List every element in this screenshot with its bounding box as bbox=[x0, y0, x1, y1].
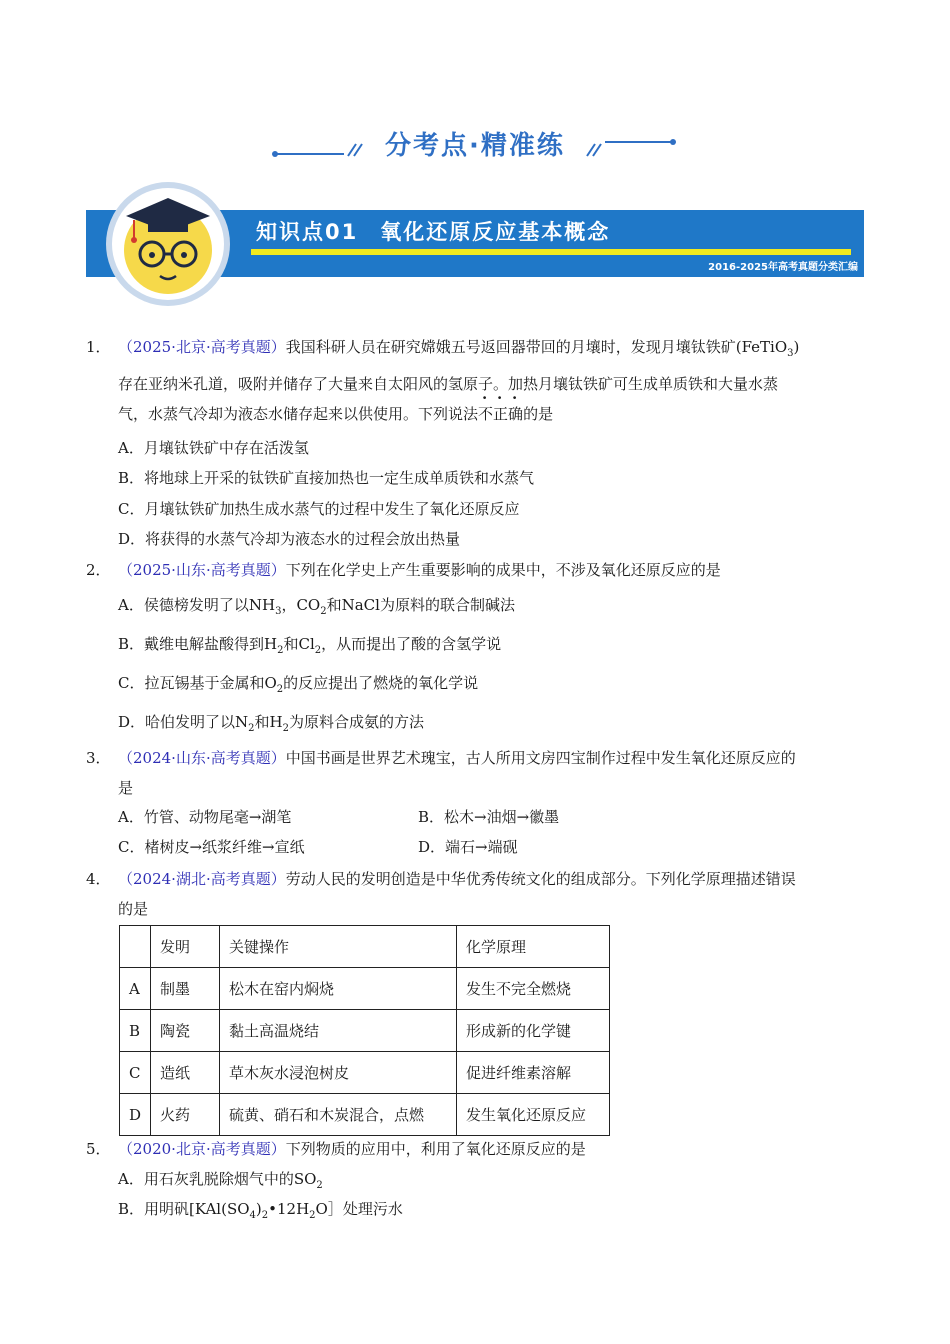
table-row[interactable] bbox=[120, 1094, 610, 1136]
table-row[interactable] bbox=[120, 1052, 610, 1094]
option-d[interactable]: D．端石→端砚 bbox=[418, 838, 518, 856]
option-b[interactable]: B．松木→油烟→徽墨 bbox=[418, 808, 560, 826]
banner-label: 知识点01 bbox=[256, 220, 359, 244]
question-1 bbox=[86, 332, 866, 429]
question-source: （2025·山东·高考真题） bbox=[118, 561, 286, 579]
banner-topic: 氧化还原反应基本概念 bbox=[380, 220, 611, 244]
answer-table bbox=[119, 925, 610, 1136]
emphasis-char: 正 bbox=[493, 405, 509, 423]
section-header bbox=[0, 128, 950, 168]
table-cell: 陶瓷 bbox=[151, 1010, 220, 1052]
emphasis-char: 确 bbox=[508, 405, 524, 423]
table-header-cell: 关键操作 bbox=[220, 926, 457, 968]
table-cell: 硫黄、硝石和木炭混合，点燃 bbox=[220, 1094, 457, 1136]
option-a[interactable]: A．月壤钛铁矿中存在活泼氢 bbox=[118, 439, 309, 457]
option-c[interactable]: C．月壤钛铁矿加热生成水蒸气的过程中发生了氧化还原反应 bbox=[118, 500, 520, 518]
table-cell: 火药 bbox=[151, 1094, 220, 1136]
option-c[interactable]: C．拉瓦锡基于金属和$O_2$的反应提出了燃烧的氧化学说 bbox=[118, 674, 479, 695]
table-header-cell bbox=[120, 926, 151, 968]
question-stem-line: 的是 bbox=[118, 900, 149, 918]
table-header-row bbox=[120, 926, 610, 968]
table-row[interactable] bbox=[120, 968, 610, 1010]
banner-subtitle: 2016-2025年高考真题分类汇编 bbox=[708, 262, 858, 273]
question-source: （2025·北京·高考真题） bbox=[118, 338, 286, 356]
mascot-graduate-icon bbox=[104, 180, 232, 308]
banner-underline bbox=[251, 249, 851, 255]
question-5 bbox=[86, 1134, 866, 1164]
question-stem: 我国科研人员在研究嫦娥五号返回器带回的月壤时，发现月壤钛铁矿( bbox=[285, 338, 742, 356]
question-number: 3． bbox=[86, 749, 111, 767]
option-b[interactable]: B．戴维电解盐酸得到$H_2$和$Cl_2$，从而提出了酸的含氢学说 bbox=[118, 635, 502, 656]
question-stem-line: 存在亚纳米孔道，吸附并储存了大量来自太阳风的氢原子。加热月壤钛铁矿可生成单质铁和大量水蒸 bbox=[118, 375, 779, 393]
table-header-cell: 化学原理 bbox=[457, 926, 610, 968]
question-source: （2020·北京·高考真题） bbox=[118, 1140, 286, 1158]
option-a[interactable]: A．竹管、动物尾毫→湖笔 bbox=[118, 808, 292, 826]
option-a[interactable]: A．用石灰乳脱除烟气中的$SO_2$ bbox=[118, 1170, 323, 1191]
question-number: 4． bbox=[86, 870, 111, 888]
question-stem-line: 是 bbox=[118, 779, 134, 797]
question-4 bbox=[86, 864, 866, 924]
question-number: 2． bbox=[86, 561, 111, 579]
question-stem-line: 气，水蒸气冷却为液态水储存起来以供使用。下列说法 bbox=[118, 405, 479, 423]
table-cell: B bbox=[120, 1010, 151, 1052]
option-c[interactable]: C．楮树皮→纸浆纤维→宣纸 bbox=[118, 838, 305, 856]
table-cell: 形成新的化学键 bbox=[457, 1010, 610, 1052]
question-stem-end: 的是 bbox=[523, 405, 554, 423]
table-cell: D bbox=[120, 1094, 151, 1136]
table-cell: 发生不完全燃烧 bbox=[457, 968, 610, 1010]
table-cell: A bbox=[120, 968, 151, 1010]
option-b[interactable]: B．用明矾[$KAl(SO_4)_2•12H_2O]$处理污水 bbox=[118, 1200, 403, 1221]
table-cell: C bbox=[120, 1052, 151, 1094]
option-a[interactable]: A．侯德榜发明了以$NH_3$，$CO_2$和NaCl为原料的联合制碱法 bbox=[118, 596, 515, 617]
emphasis-char: 不 bbox=[478, 405, 494, 423]
question-stem-end: ) bbox=[793, 338, 800, 356]
table-cell: 造纸 bbox=[151, 1052, 220, 1094]
table-cell: 松木在窑内焖烧 bbox=[220, 968, 457, 1010]
option-d[interactable]: D．将获得的水蒸气冷却为液态水的过程会放出热量 bbox=[118, 530, 461, 548]
table-cell: 促进纤维素溶解 bbox=[457, 1052, 610, 1094]
table-row[interactable] bbox=[120, 1010, 610, 1052]
table-header-cell: 发明 bbox=[151, 926, 220, 968]
question-source: （2024·山东·高考真题） bbox=[118, 749, 286, 767]
right-line-decoration-icon bbox=[585, 138, 677, 158]
question-2 bbox=[86, 555, 866, 585]
formula: FeTiO$_3$ bbox=[741, 338, 794, 359]
question-stem: 中国书画是世界艺术瑰宝，古人所用文房四宝制作过程中发生氧化还原反应的 bbox=[285, 749, 796, 767]
question-number: 1． bbox=[86, 338, 111, 356]
question-3 bbox=[86, 743, 866, 803]
question-number: 5． bbox=[86, 1140, 111, 1158]
question-stem: 下列在化学史上产生重要影响的成果中，不涉及氧化还原反应的是 bbox=[285, 561, 721, 579]
question-source: （2024·湖北·高考真题） bbox=[118, 870, 286, 888]
option-b[interactable]: B．将地球上开采的钛铁矿直接加热也一定生成单质铁和水蒸气 bbox=[118, 469, 535, 487]
table-cell: 发生氧化还原反应 bbox=[457, 1094, 610, 1136]
table-cell: 草木灰水浸泡树皮 bbox=[220, 1052, 457, 1094]
question-stem: 下列物质的应用中，利用了氧化还原反应的是 bbox=[285, 1140, 586, 1158]
table-cell: 制墨 bbox=[151, 968, 220, 1010]
table-cell: 黏土高温烧结 bbox=[220, 1010, 457, 1052]
page-title: 分考点·精准练 bbox=[385, 131, 565, 161]
option-d[interactable]: D．哈伯发明了以$N_2$和$H_2$为原料合成氨的方法 bbox=[118, 713, 425, 734]
banner-title bbox=[256, 216, 610, 246]
question-stem: 劳动人民的发明创造是中华优秀传统文化的组成部分。下列化学原理描述错误 bbox=[285, 870, 796, 888]
